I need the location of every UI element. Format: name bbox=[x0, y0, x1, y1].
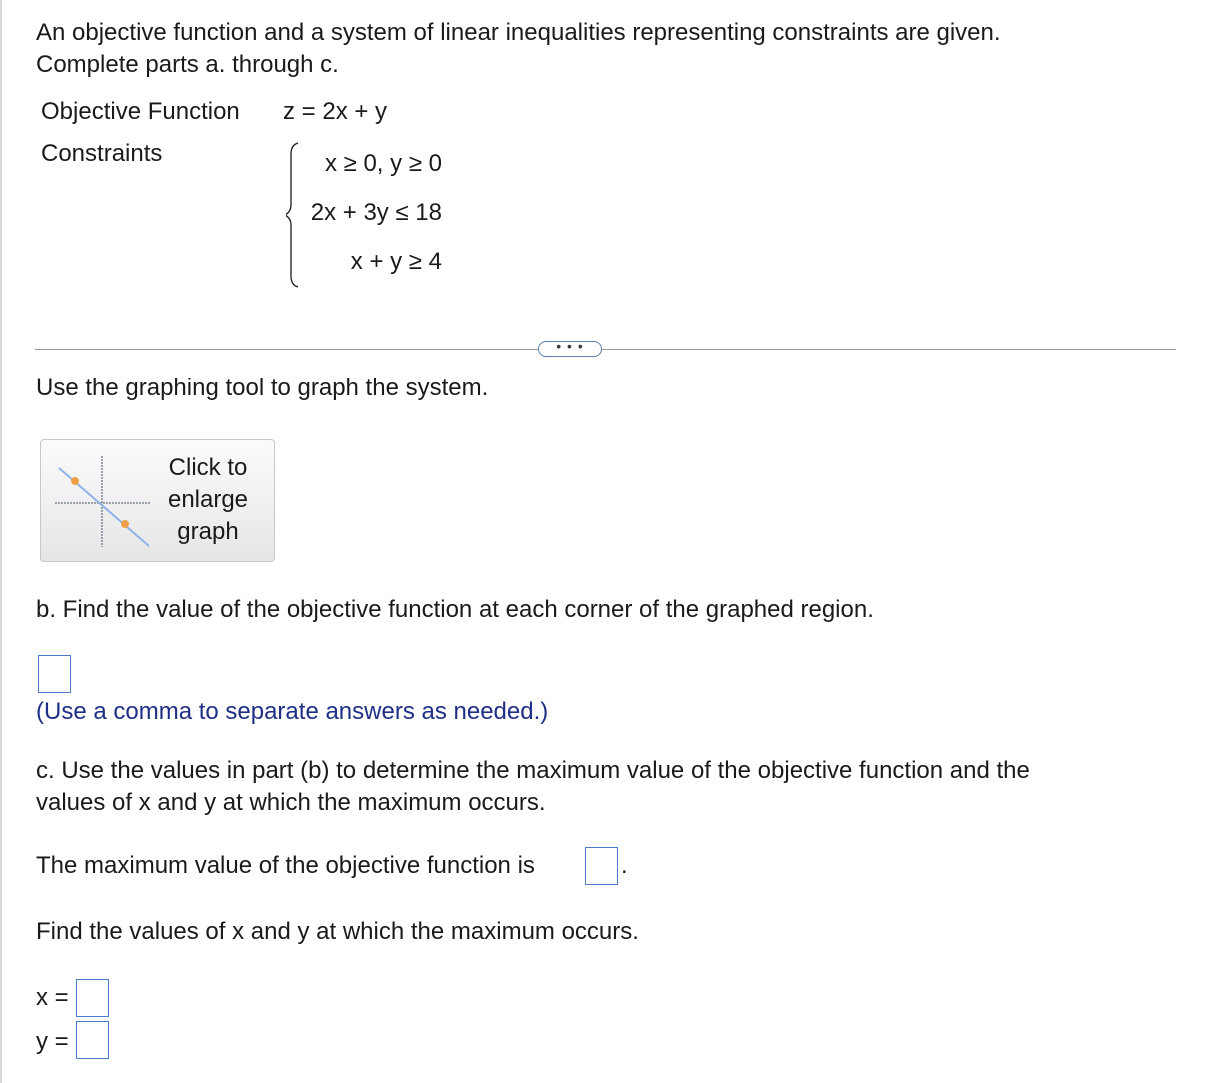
part-c-question-line-1: c. Use the values in part (b) to determine the maximum value of the objective function and the bbox=[36, 757, 1030, 784]
objective-label: Objective Function bbox=[41, 98, 240, 125]
left-border bbox=[0, 0, 2, 1083]
constraint-linear-2: x + y ≥ 4 bbox=[350, 248, 442, 275]
x-value-input[interactable] bbox=[76, 979, 109, 1017]
enlarge-graph-label bbox=[153, 452, 263, 548]
part-a-instruction-clipped bbox=[36, 378, 556, 400]
enlarge-graph-line-2: enlarge bbox=[167, 486, 249, 513]
problem-intro bbox=[36, 17, 1156, 81]
max-value-period: . bbox=[621, 852, 628, 879]
expand-more-button[interactable]: • • • bbox=[538, 341, 602, 357]
part-b-answer-input[interactable] bbox=[38, 655, 71, 693]
part-b-hint: (Use a comma to separate answers as needed.) bbox=[36, 698, 549, 725]
enlarge-graph-line-1: Click to bbox=[168, 454, 248, 481]
graph-thumbnail-icon bbox=[55, 454, 151, 549]
y-label: y = bbox=[36, 1028, 69, 1055]
intro-line-1: An objective function and a system of linear inequalities representing constraints are given. bbox=[36, 19, 1001, 46]
constraint-nonnegativity: x ≥ 0, y ≥ 0 bbox=[324, 150, 442, 177]
constraint-linear-1: 2x + 3y ≤ 18 bbox=[310, 199, 442, 226]
x-label: x = bbox=[36, 984, 69, 1011]
max-value-prompt: The maximum value of the objective function is bbox=[36, 852, 535, 879]
part-b-question: b. Find the value of the objective function at each corner of the graphed region. bbox=[36, 596, 874, 623]
constraints-label: Constraints bbox=[41, 140, 163, 167]
y-value-input[interactable] bbox=[76, 1021, 109, 1059]
constraints-brace bbox=[286, 140, 308, 290]
enlarge-graph-button[interactable] bbox=[40, 439, 275, 562]
part-c-question-line-2: values of x and y at which the maximum occurs. bbox=[36, 789, 546, 816]
section-divider bbox=[35, 349, 1176, 350]
objective-expression: z = 2x + y bbox=[283, 98, 388, 125]
enlarge-graph-line-3: graph bbox=[177, 518, 239, 545]
part-a-instruction: Use the graphing tool to graph the system. bbox=[36, 378, 489, 400]
intro-line-2: Complete parts a. through c. bbox=[36, 51, 339, 78]
find-xy-prompt: Find the values of x and y at which the maximum occurs. bbox=[36, 918, 639, 945]
max-value-input[interactable] bbox=[585, 847, 618, 885]
